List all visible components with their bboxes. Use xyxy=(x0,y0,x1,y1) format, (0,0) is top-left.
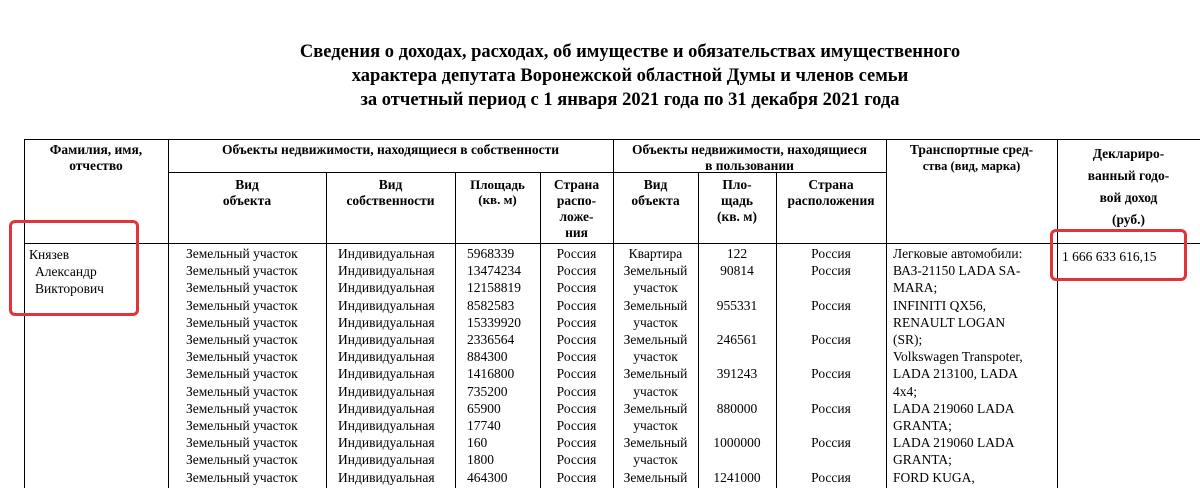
used-object-type: участок xyxy=(633,314,678,330)
person-first-name: Александр xyxy=(35,264,97,280)
vehicle-line: FORD KUGA, xyxy=(893,469,975,485)
document-title-line-3: за отчетный период с 1 января 2021 года по 31 декабря 2021 года xyxy=(360,90,900,110)
header-used-type xyxy=(613,177,698,209)
owned-area: 2336564 xyxy=(467,332,515,347)
owned-country: Россия xyxy=(556,314,597,330)
owned-ownership-type: Индивидуальная xyxy=(338,246,435,261)
person-patronymic: Викторович xyxy=(35,281,104,297)
used-object-type: Земельный xyxy=(623,366,688,382)
used-country: Россия xyxy=(811,469,851,485)
header-line: в пользовании xyxy=(705,158,794,173)
used-object-type: участок xyxy=(633,349,678,365)
owned-ownership-type: Индивидуальная xyxy=(338,332,435,347)
owned-area: 1800 xyxy=(467,452,494,468)
owned-object-type: Земельный участок xyxy=(186,280,298,296)
header-line: собственности xyxy=(346,193,435,208)
header-line: Вид xyxy=(378,177,403,192)
used-area: 1000000 xyxy=(713,435,761,451)
vehicle-line: GRANTA; xyxy=(893,418,952,433)
used-object-type: участок xyxy=(633,452,678,468)
vehicle-line: MARA; xyxy=(893,280,938,296)
used-object-type: Квартира xyxy=(628,246,683,261)
owned-area: 8582583 xyxy=(467,297,515,313)
used-object-type: Земельный xyxy=(623,435,688,451)
owned-object-type: Земельный участок xyxy=(186,452,298,468)
owned-object-type: Земельный участок xyxy=(186,383,298,399)
vehicle-line: (SR); xyxy=(893,332,923,347)
owned-area: 15339920 xyxy=(467,314,521,330)
vehicle-line: Легковые автомобили: xyxy=(893,246,1023,261)
header-line: (кв. м) xyxy=(716,209,757,224)
vehicle-line: ВАЗ-21150 LADA SA- xyxy=(893,263,1021,279)
owned-ownership-type: Индивидуальная xyxy=(338,314,435,330)
used-area: 955331 xyxy=(716,297,758,313)
vehicle-line: RENAULT LOGAN xyxy=(893,314,1006,330)
header-line: объекта xyxy=(631,193,680,208)
owned-area: 1416800 xyxy=(467,366,515,382)
table-border-top xyxy=(24,139,1057,140)
owned-object-type: Земельный участок xyxy=(186,314,298,330)
owned-country: Россия xyxy=(556,280,597,296)
used-object-type: Земельный xyxy=(623,400,688,416)
header-line: распо- xyxy=(556,193,597,208)
header-line: щадь xyxy=(720,193,754,208)
header-owned-country xyxy=(540,177,613,241)
used-object-type: участок xyxy=(633,280,678,296)
owned-ownership-type: Индивидуальная xyxy=(338,435,435,451)
header-line: ния xyxy=(565,225,588,240)
header-line: расположения xyxy=(787,193,875,208)
owned-country: Россия xyxy=(556,418,597,433)
used-country: Россия xyxy=(811,366,851,382)
used-country: Россия xyxy=(811,297,851,313)
vehicle-line: LADA 213100, LADA xyxy=(893,366,1018,382)
owned-ownership-type: Индивидуальная xyxy=(338,280,435,296)
owned-ownership-type: Индивидуальная xyxy=(338,469,435,485)
header-line: ванный годо- xyxy=(1087,168,1170,183)
document-title-line-2: характера депутата Воронежской областной Думы и членов семьи xyxy=(351,66,909,86)
owned-object-type: Земельный участок xyxy=(186,400,298,416)
owned-country: Россия xyxy=(556,383,597,399)
owned-object-type: Земельный участок xyxy=(186,469,298,485)
owned-country: Россия xyxy=(556,366,597,382)
header-name-line: отчество xyxy=(69,158,123,173)
owned-ownership-type: Индивидуальная xyxy=(338,263,435,279)
header-line: объекта xyxy=(222,193,272,208)
owned-object-type: Земельный участок xyxy=(186,349,298,365)
declared-income-value: 1 666 633 616,15 xyxy=(1062,249,1157,264)
owned-ownership-type: Индивидуальная xyxy=(338,349,435,365)
used-country: Россия xyxy=(811,263,851,279)
header-line: Пло- xyxy=(722,177,752,192)
owned-country: Россия xyxy=(556,349,597,365)
col-line xyxy=(886,139,887,488)
owned-ownership-type: Индивидуальная xyxy=(338,366,435,382)
owned-country: Россия xyxy=(556,332,597,347)
owned-country: Россия xyxy=(556,435,597,451)
vehicle-line: 4x4; xyxy=(893,383,918,399)
header-line: (руб.) xyxy=(1111,212,1146,227)
header-name xyxy=(24,142,168,174)
header-line: (кв. м) xyxy=(478,192,517,207)
owned-area: 884300 xyxy=(467,349,508,365)
vehicle-line: GRANTA; xyxy=(893,452,952,468)
vehicle-line: INFINITI QX56, xyxy=(893,297,986,313)
vehicle-line: Volkswagen Transpoter, xyxy=(893,349,1023,365)
owned-area: 735200 xyxy=(467,383,508,399)
header-line: Вид xyxy=(235,177,259,192)
owned-object-type: Земельный участок xyxy=(186,332,298,347)
used-object-type: Земельный xyxy=(623,297,688,313)
document-title-line-1: Сведения о доходах, расходах, об имуществе и обязательствах имущественного xyxy=(299,42,961,62)
used-area: 391243 xyxy=(716,366,758,382)
header-bottom-line xyxy=(24,243,1200,244)
owned-ownership-type: Индивидуальная xyxy=(338,383,435,399)
owned-object-type: Земельный участок xyxy=(186,435,298,451)
header-income xyxy=(1057,143,1200,231)
header-line: Страна xyxy=(553,177,600,192)
used-object-type: участок xyxy=(633,383,678,399)
used-object-type: Земельный xyxy=(623,332,688,347)
header-line: Страна xyxy=(808,177,854,192)
person-surname: Князев xyxy=(29,247,70,262)
used-area: 1241000 xyxy=(713,469,761,485)
header-line: ложе- xyxy=(559,209,594,224)
owned-country: Россия xyxy=(556,263,597,279)
owned-area: 13474234 xyxy=(467,263,521,279)
header-owned-type xyxy=(168,177,326,209)
owned-country: Россия xyxy=(556,452,597,468)
vehicle-line: LADA 219060 LADA xyxy=(893,400,1015,416)
owned-object-type: Земельный участок xyxy=(186,418,298,433)
highlight-box-name xyxy=(9,220,139,316)
owned-area: 12158819 xyxy=(467,280,521,296)
vehicle-line: LADA 219060 LADA xyxy=(893,435,1015,451)
owned-country: Россия xyxy=(556,400,597,416)
owned-object-type: Земельный участок xyxy=(186,246,298,261)
header-line: Транспортные сред- xyxy=(909,142,1034,157)
header-vehicles xyxy=(886,142,1057,174)
header-line: Площадь xyxy=(470,177,525,192)
col-line xyxy=(455,172,456,488)
owned-area: 464300 xyxy=(467,469,508,485)
used-area: 880000 xyxy=(716,400,758,416)
owned-ownership-type: Индивидуальная xyxy=(338,418,435,433)
header-line: ства (вид, марка) xyxy=(922,159,1021,173)
owned-country: Россия xyxy=(556,469,597,485)
used-area: 246561 xyxy=(716,332,758,347)
used-object-type: участок xyxy=(633,418,678,433)
used-area: 122 xyxy=(726,246,748,261)
owned-ownership-type: Индивидуальная xyxy=(338,452,435,468)
header-line: Деклариро- xyxy=(1092,146,1165,161)
header-used-country xyxy=(776,177,886,209)
owned-object-type: Земельный участок xyxy=(186,366,298,382)
col-line xyxy=(326,172,327,488)
owned-area: 65900 xyxy=(467,400,501,416)
highlight-box-income xyxy=(1050,229,1187,281)
used-country: Россия xyxy=(811,246,851,261)
owned-area: 5968339 xyxy=(467,246,515,261)
header-owned-area xyxy=(455,177,540,207)
header-line: Объекты недвижимости, находящиеся xyxy=(632,142,867,157)
used-country: Россия xyxy=(811,400,851,416)
owned-area: 160 xyxy=(467,435,488,451)
owned-country: Россия xyxy=(556,297,597,313)
owned-ownership-type: Индивидуальная xyxy=(338,400,435,416)
used-object-type: Земельный xyxy=(623,469,688,485)
owned-ownership-type: Индивидуальная xyxy=(338,297,435,313)
owned-subheader-line xyxy=(168,172,613,173)
used-country: Россия xyxy=(811,332,851,347)
header-used-area xyxy=(698,177,776,225)
header-name-line: Фамилия, имя, xyxy=(49,142,143,157)
header-line: Вид xyxy=(643,177,668,192)
table-border-top-right xyxy=(1057,139,1200,140)
header-used-group xyxy=(613,142,886,174)
header-owned-group: Объекты недвижимости, находящиеся в собственности xyxy=(221,142,560,157)
owned-country: Россия xyxy=(556,246,597,261)
used-object-type: Земельный xyxy=(623,263,688,279)
owned-object-type: Земельный участок xyxy=(186,297,298,313)
header-owned-ownership xyxy=(326,177,455,209)
used-area: 90814 xyxy=(720,263,754,279)
header-line: вой доход xyxy=(1099,190,1158,205)
owned-area: 17740 xyxy=(467,418,501,433)
owned-object-type: Земельный участок xyxy=(186,263,298,279)
used-country: Россия xyxy=(811,435,851,451)
